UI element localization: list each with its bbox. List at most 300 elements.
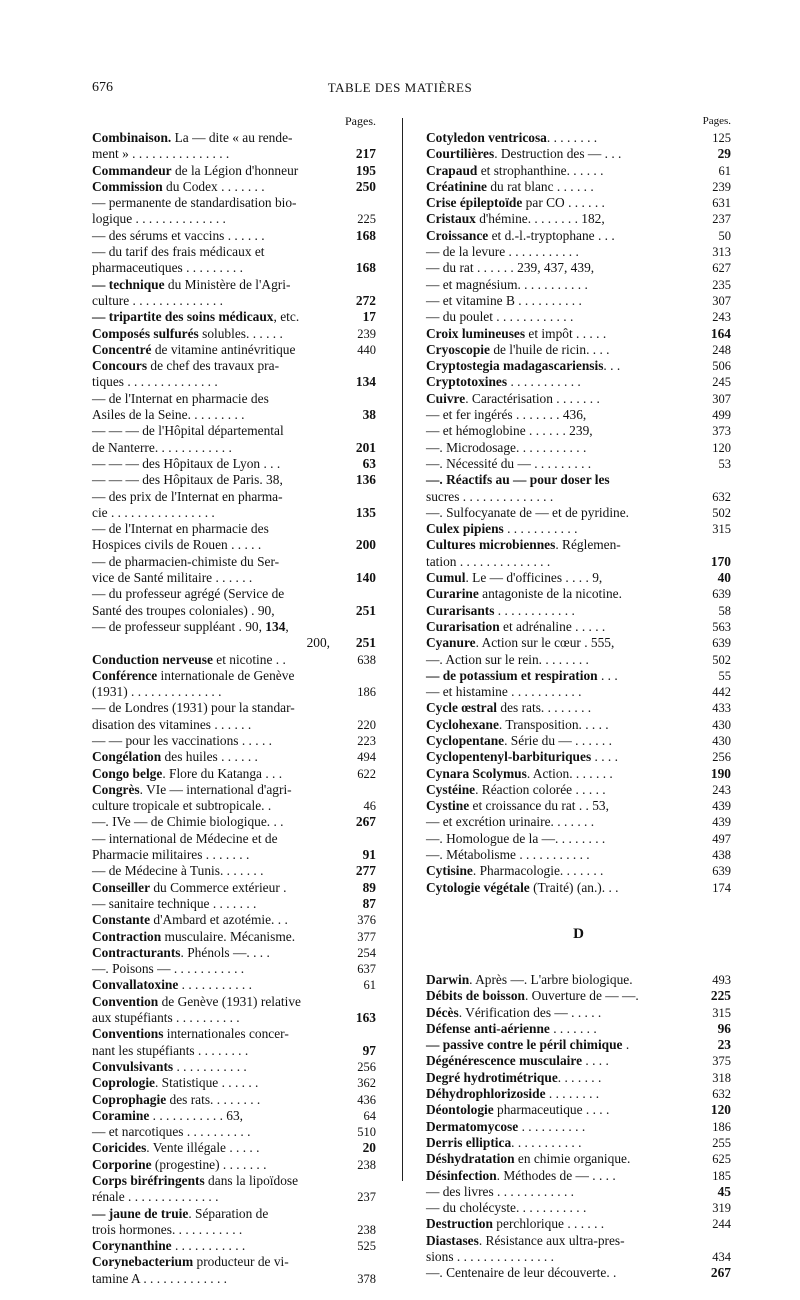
index-entry <box>92 391 376 424</box>
index-entry <box>426 472 731 505</box>
index-entry <box>426 749 731 765</box>
index-column-right <box>426 112 731 1282</box>
index-entry <box>426 1102 731 1118</box>
entry-page-number: 170 <box>710 553 731 569</box>
entry-text: — du poulet . . . . . . . . . . . . <box>426 309 574 325</box>
index-entry <box>426 766 731 782</box>
index-entry <box>92 244 376 277</box>
entry-page-number: 375 <box>712 1054 731 1069</box>
entry-text: —. Métabolisme . . . . . . . . . . . <box>426 847 590 863</box>
entry-text: — passive contre le péril chimique . <box>426 1037 630 1053</box>
entry-text: — — — de l'Hôpital départemental de Nanterre. . . . . . . . . . . . <box>92 423 284 455</box>
entry-page-number: 376 <box>357 913 376 928</box>
entry-page-number: 168 <box>355 260 376 276</box>
entry-page-number: 40 <box>717 570 731 586</box>
entry-text: Congrès. VIe — international d'agri- culture tropicale et subtropicale. . <box>92 781 292 814</box>
entry-text: —. Sulfocyanate de — et de pyridine. <box>426 504 630 520</box>
index-entry <box>92 929 376 945</box>
index-entry <box>426 1037 731 1053</box>
entry-text: Cystéine. Réaction colorée . . . . . <box>426 781 606 797</box>
index-entry <box>426 505 731 521</box>
entry-text: — technique du Ministère de l'Agri- culture . . . . . . . . . . . . . . <box>92 276 291 308</box>
index-entry <box>92 1092 376 1108</box>
entry-text: Cyclohexane. Transposition. . . . . <box>426 716 609 732</box>
index-entry <box>92 309 376 325</box>
index-entry <box>426 309 731 325</box>
entry-page-number: 235 <box>712 277 731 292</box>
entry-page-number: 125 <box>712 131 731 145</box>
running-title: TABLE DES MATIÈRES <box>327 80 473 95</box>
index-entry <box>426 1216 731 1232</box>
index-entry <box>92 163 376 179</box>
entry-page-number: 136 <box>355 472 376 488</box>
entry-page-number: 185 <box>712 1168 731 1183</box>
entry-page-number: 251 <box>355 602 376 618</box>
entry-page-number: 502 <box>712 652 731 667</box>
entry-page-number: 96 <box>717 1020 731 1036</box>
entry-text: —. Action sur le rein. . . . . . . . <box>426 651 589 667</box>
index-entry <box>426 440 731 456</box>
entry-text: — du tarif des frais médicaux et pharmaceutiques . . . . . . . . . <box>92 244 265 276</box>
index-entry <box>426 391 731 407</box>
entry-page-number: 140 <box>355 570 376 586</box>
entry-text: Cristaux d'hémine. . . . . . . . 182, <box>426 211 605 227</box>
entry-text: — de la levure . . . . . . . . . . . <box>426 244 579 260</box>
entry-page-number: 248 <box>712 342 731 357</box>
index-entry <box>92 814 376 830</box>
entry-page-number: 238 <box>357 1222 376 1237</box>
entry-page-number: 186 <box>357 685 376 700</box>
entry-page-number: 245 <box>712 375 731 390</box>
entry-text: — et narcotiques . . . . . . . . . . <box>92 1124 251 1140</box>
index-entry <box>92 749 376 765</box>
entry-page-number: 97 <box>362 1042 376 1058</box>
entry-text: Combinaison. La — dite « au rende- ment » . . . . . . . . . . . . . . . <box>92 130 293 162</box>
entry-text: Courtilières. Destruction des — . . . <box>426 146 622 162</box>
entry-text: Créatinine du rat blanc . . . . . . <box>426 178 594 194</box>
index-entry <box>426 179 731 195</box>
index-entry <box>92 1254 376 1287</box>
index-column-left <box>92 112 376 1287</box>
entry-page-number: 200 <box>355 537 376 553</box>
entry-page-number: 225 <box>357 212 376 227</box>
entry-text: Cultures microbiennes. Réglemen- tation . . . . . . . . . . . . . . <box>426 537 621 569</box>
entry-text: —. Homologue de la —. . . . . . . . <box>426 830 606 846</box>
entry-text: — de potassium et respiration . . . <box>426 667 618 683</box>
entry-text: Cytologie végétale (Traité) (an.). . . <box>426 879 619 895</box>
entry-text: —. IVe — de Chimie biologique. . . <box>92 814 284 830</box>
entry-page-number: 318 <box>712 1070 731 1085</box>
entry-text: Commandeur de la Légion d'honneur <box>92 162 299 178</box>
entry-text: Déontologie pharmaceutique . . . . <box>426 1102 610 1118</box>
entry-page-number: 638 <box>357 652 376 667</box>
entry-text: Coprologie. Statistique . . . . . . <box>92 1075 259 1091</box>
index-entry <box>92 977 376 993</box>
entry-page-number: 23 <box>717 1037 731 1053</box>
index-entry <box>426 814 731 830</box>
entry-text: Concentré de vitamine antinévritique <box>92 341 296 357</box>
index-entry <box>426 733 731 749</box>
entry-text: — permanente de standardisation bio- logique . . . . . . . . . . . . . . <box>92 195 297 227</box>
entry-page-number: 244 <box>712 1217 731 1232</box>
entry-text: Composés sulfurés solubles. . . . . . <box>92 325 283 341</box>
entry-text: — — — des Hôpitaux de Lyon . . . <box>92 455 281 471</box>
entry-text: Contraction musculaire. Mécanisme. <box>92 928 296 944</box>
entry-page-number: 319 <box>712 1201 731 1216</box>
entry-page-number: 53 <box>718 456 731 471</box>
index-entry <box>426 700 731 716</box>
entry-page-number: 61 <box>363 978 376 993</box>
index-entry <box>92 456 376 472</box>
index-entry <box>92 195 376 228</box>
entry-text: — du rat . . . . . . 239, 437, 439, <box>426 260 595 276</box>
index-entry <box>426 1168 731 1184</box>
pages-label: Pages. <box>345 114 376 128</box>
entry-page-number: 120 <box>710 1102 731 1118</box>
index-entry <box>426 293 731 309</box>
entry-text: — — — des Hôpitaux de Paris. 38, <box>92 472 283 488</box>
entry-page-number: 639 <box>712 587 731 602</box>
entry-page-number: 639 <box>712 636 731 651</box>
entry-text: Contracturants. Phénols —. . . . <box>92 944 270 960</box>
entry-text: — des sérums et vaccins . . . . . . <box>92 227 265 243</box>
index-entry <box>92 863 376 879</box>
entry-text: Curarisants . . . . . . . . . . . . <box>426 602 575 618</box>
index-entry <box>426 358 731 374</box>
entry-page-number: 632 <box>712 489 731 504</box>
entry-page-number: 55 <box>718 668 731 683</box>
index-entry <box>426 146 731 162</box>
index-entry <box>426 1184 731 1200</box>
entry-page-number: 225 <box>710 988 731 1004</box>
index-entry <box>92 423 376 456</box>
index-entry <box>426 782 731 798</box>
entry-page-number: 510 <box>357 1125 376 1140</box>
entry-text: Cytisine. Pharmacologie. . . . . . . <box>426 863 604 879</box>
entry-text: Déshydratation en chimie organique. <box>426 1151 631 1167</box>
entry-text: — et histamine . . . . . . . . . . . <box>426 684 582 700</box>
index-entry <box>426 423 731 439</box>
entry-page-number: 256 <box>357 1059 376 1074</box>
index-entry <box>426 244 731 260</box>
entry-text: Corps biréfringents dans la lipoïdose rénale . . . . . . . . . . . . . . <box>92 1173 299 1205</box>
entry-page-number: 307 <box>712 293 731 308</box>
index-entry <box>426 326 731 342</box>
entry-page-number: 315 <box>712 522 731 537</box>
entry-page-number: 237 <box>712 212 731 227</box>
entry-page-number: 87 <box>362 895 376 911</box>
entry-text: — des livres . . . . . . . . . . . . <box>426 1183 575 1199</box>
index-entry <box>92 733 376 749</box>
entry-text: — des prix de l'Internat en pharma- cie . . . . . . . . . . . . . . . . <box>92 488 283 520</box>
entry-page-number: 506 <box>712 359 731 374</box>
index-entry <box>426 260 731 276</box>
entry-page-number: 493 <box>712 972 731 987</box>
entry-page-number: 627 <box>712 261 731 276</box>
index-entry <box>92 1059 376 1075</box>
entry-text: Cyclopentenyl-barbituriques . . . . <box>426 749 618 765</box>
entry-page-number: 134 <box>355 374 376 390</box>
index-entry <box>426 1119 731 1135</box>
entry-page-number: 438 <box>712 848 731 863</box>
index-entry <box>92 782 376 815</box>
entry-page-number: 91 <box>362 847 376 863</box>
index-entry <box>92 326 376 342</box>
entry-text: — de Londres (1931) pour la standar- disation des vitamines . . . . . . <box>92 700 295 732</box>
entry-text: Corynebacterium producteur de vi- tamine A . . . . . . . . . . . . . <box>92 1254 289 1286</box>
entry-page-number: 239 <box>357 326 376 341</box>
entry-page-number: 267 <box>355 814 376 830</box>
pages-label: Pages. <box>702 115 731 127</box>
index-entry <box>92 1124 376 1140</box>
index-entry <box>92 489 376 522</box>
index-entry <box>426 972 731 988</box>
entry-text: Cryptostegia madagascariensis. . . <box>426 358 621 374</box>
index-entry <box>426 1151 731 1167</box>
entry-text: —. Nécessité du — . . . . . . . . . <box>426 455 592 471</box>
entry-page-number: 58 <box>718 603 731 618</box>
entry-page-number: 254 <box>357 945 376 960</box>
index-entry <box>426 407 731 423</box>
entry-text: Cycle œstral des rats. . . . . . . . <box>426 700 592 716</box>
index-entry <box>92 472 376 488</box>
entry-page-number: 163 <box>355 1010 376 1026</box>
index-entry <box>426 1021 731 1037</box>
index-entry <box>426 195 731 211</box>
index-entry <box>426 1135 731 1151</box>
entry-text: Cyclopentane. Série du — . . . . . . <box>426 732 612 748</box>
entry-text: Conférence internationale de Genève (1931) . . . . . . . . . . . . . . <box>92 667 295 700</box>
entry-text: —. Microdosage. . . . . . . . . . . <box>426 439 587 455</box>
index-entry <box>426 211 731 227</box>
entry-page-number: 17 <box>362 309 376 325</box>
entry-text: — et hémoglobine . . . . . . 239, <box>426 423 593 439</box>
column-divider <box>402 118 403 1181</box>
entry-page-number: 315 <box>712 1005 731 1020</box>
entry-page-number: 430 <box>712 717 731 732</box>
entry-page-number: 502 <box>712 505 731 520</box>
entry-text: Défense anti-aérienne . . . . . . . <box>426 1020 597 1036</box>
entry-page-number: 313 <box>712 245 731 260</box>
entry-text: —. Réactifs au — pour doser les sucres . . . . . . . . . . . . . . <box>426 472 610 504</box>
index-entry <box>426 603 731 619</box>
entry-page-number: 29 <box>717 146 731 162</box>
entry-text: Coprophagie des rats. . . . . . . . <box>92 1091 261 1107</box>
index-entry <box>426 988 731 1004</box>
entry-page-number: 46 <box>363 799 376 814</box>
entry-page-number: 267 <box>710 1265 731 1281</box>
index-entry <box>426 1005 731 1021</box>
entry-text: — de professeur suppléant . 90, 134, 200, <box>92 618 330 651</box>
entry-page-number: 632 <box>712 1087 731 1102</box>
index-entry <box>92 554 376 587</box>
entry-text: — du professeur agrégé (Service de Santé des troupes coloniales) . 90, <box>92 586 285 618</box>
entry-text: Convention de Genève (1931) relative aux stupéfiants . . . . . . . . . . <box>92 993 302 1026</box>
index-entry <box>92 619 376 652</box>
index-entry <box>92 945 376 961</box>
index-entry <box>92 668 376 701</box>
entry-page-number: 220 <box>357 717 376 732</box>
index-entry <box>92 880 376 896</box>
entry-text: — international de Médecine et de Pharmacie militaires . . . . . . . <box>92 830 278 863</box>
entry-text: — jaune de truie. Séparation de trois hormones. . . . . . . . . . . <box>92 1205 269 1237</box>
index-entry <box>92 1026 376 1059</box>
index-entry <box>426 1233 731 1266</box>
index-entry <box>92 586 376 619</box>
entry-text: — et vitamine B . . . . . . . . . . <box>426 292 582 308</box>
index-entry <box>92 831 376 864</box>
index-entry <box>92 228 376 244</box>
entry-page-number: 563 <box>712 619 731 634</box>
entry-page-number: 135 <box>355 504 376 520</box>
entry-text: Convallatoxine . . . . . . . . . . . <box>92 977 252 993</box>
entry-page-number: 217 <box>355 146 376 162</box>
index-entry <box>92 896 376 912</box>
entry-text: Diastases. Résistance aux ultra-pres- sions . . . . . . . . . . . . . . . <box>426 1232 625 1264</box>
entry-text: Dégénérescence musculaire . . . . <box>426 1053 609 1069</box>
entry-page-number: 625 <box>712 1152 731 1167</box>
entry-page-number: 120 <box>712 440 731 455</box>
index-entry <box>426 228 731 244</box>
entry-page-number: 20 <box>362 1140 376 1156</box>
entry-page-number: 243 <box>712 310 731 325</box>
entry-page-number: 497 <box>712 831 731 846</box>
index-entry <box>92 1075 376 1091</box>
index-entry <box>92 358 376 391</box>
entry-text: — de Médecine à Tunis. . . . . . . <box>92 863 264 879</box>
page-number: 676 <box>92 80 113 95</box>
index-entry <box>426 1086 731 1102</box>
index-entry <box>426 1265 731 1281</box>
entry-text: Cumul. Le — d'officines . . . . 9, <box>426 570 603 586</box>
entry-page-number: 50 <box>718 228 731 243</box>
index-entry <box>426 130 731 146</box>
entry-page-number: 89 <box>362 879 376 895</box>
entry-text: Destruction perchlorique . . . . . . <box>426 1216 605 1232</box>
entry-text: — sanitaire technique . . . . . . . <box>92 895 257 911</box>
index-entry <box>426 831 731 847</box>
index-entry <box>426 1200 731 1216</box>
entry-page-number: 442 <box>712 685 731 700</box>
index-entry <box>426 1070 731 1086</box>
entry-text: Constante d'Ambard et azotémie. . . <box>92 912 288 928</box>
index-entry <box>92 1108 376 1124</box>
index-entry <box>426 163 731 179</box>
index-entry <box>426 1053 731 1069</box>
entry-text: Conventions internationales concer- nant les stupéfiants . . . . . . . . <box>92 1026 289 1058</box>
entry-page-number: 272 <box>355 292 376 308</box>
entry-text: Croix lumineuses et impôt . . . . . <box>426 325 607 341</box>
entry-page-number: 201 <box>355 439 376 455</box>
entry-text: Congélation des huiles . . . . . . <box>92 749 258 765</box>
entry-page-number: 439 <box>712 815 731 830</box>
entry-text: Darwin. Après —. L'arbre biologique. <box>426 971 633 987</box>
index-entry <box>92 130 376 163</box>
index-entry <box>426 635 731 651</box>
entry-text: Degré hydrotimétrique. . . . . . . <box>426 1069 602 1085</box>
index-entry <box>92 1206 376 1239</box>
index-entry <box>426 619 731 635</box>
entry-text: Corporine (progestine) . . . . . . . <box>92 1156 267 1172</box>
index-entry <box>426 717 731 733</box>
index-entry <box>426 374 731 390</box>
entry-list-left <box>92 130 376 1287</box>
index-entry <box>426 847 731 863</box>
entry-text: — tripartite des soins médicaux, etc. <box>92 309 300 325</box>
entry-text: — et magnésium. . . . . . . . . . . <box>426 276 588 292</box>
entry-text: Curarine antagoniste de la nicotine. <box>426 586 622 602</box>
entry-page-number: 38 <box>362 407 376 423</box>
entry-text: Coramine . . . . . . . . . . . 63, <box>92 1107 244 1123</box>
entry-page-number: 362 <box>357 1076 376 1091</box>
entry-page-number: 430 <box>712 733 731 748</box>
entry-text: Derris elliptica. . . . . . . . . . . <box>426 1134 582 1150</box>
entry-page-number: 373 <box>712 424 731 439</box>
entry-text: Crise épileptoïde par CO . . . . . . <box>426 195 605 211</box>
entry-page-number: 243 <box>712 782 731 797</box>
entry-page-number: 45 <box>717 1183 731 1199</box>
entry-text: Cyanure. Action sur le cœur . 555, <box>426 635 615 651</box>
entry-text: —. Centenaire de leur découverte. . <box>426 1265 617 1281</box>
index-entry <box>92 1238 376 1254</box>
entry-text: Cynara Scolymus. Action. . . . . . . <box>426 765 613 781</box>
entry-text: Conduction nerveuse et nicotine . . <box>92 651 286 667</box>
index-entry <box>426 537 731 570</box>
entry-page-number: 256 <box>712 750 731 765</box>
entry-page-number: 440 <box>357 342 376 357</box>
entry-text: Croissance et d.-l.-tryptophane . . . <box>426 227 615 243</box>
entry-page-number: 622 <box>357 766 376 781</box>
entry-page-number: 239 <box>712 179 731 194</box>
entry-page-number: 255 <box>712 1135 731 1150</box>
entry-text: Cryptotoxines . . . . . . . . . . . <box>426 374 581 390</box>
index-entry <box>92 1173 376 1206</box>
entry-text: Décès. Vérification des — . . . . . <box>426 1004 602 1020</box>
entry-text: Coricides. Vente illégale . . . . . <box>92 1140 260 1156</box>
entry-list-right <box>426 130 731 1282</box>
entry-page-number: 190 <box>710 765 731 781</box>
entry-page-number: 174 <box>712 880 731 895</box>
entry-text: Cotyledon ventricosa. . . . . . . . <box>426 130 598 145</box>
index-entry <box>426 863 731 879</box>
entry-page-number: 238 <box>357 1157 376 1172</box>
entry-page-number: 639 <box>712 864 731 879</box>
index-entry <box>92 766 376 782</box>
index-entry <box>92 700 376 733</box>
entry-text: Concours de chef des travaux pra- tiques . . . . . . . . . . . . . . <box>92 358 280 390</box>
entry-text: Désinfection. Méthodes de — . . . . <box>426 1167 616 1183</box>
entry-page-number: 307 <box>712 391 731 406</box>
entry-text: Curarisation et adrénaline . . . . . <box>426 618 606 634</box>
index-entry <box>92 994 376 1027</box>
entry-page-number: 378 <box>357 1271 376 1286</box>
entry-text: Conseiller du Commerce extérieur . <box>92 879 287 895</box>
index-entry <box>92 652 376 668</box>
entry-text: Cryoscopie de l'huile de ricin. . . . <box>426 341 610 357</box>
entry-text: — de l'Internat en pharmacie des Hospices civils de Rouen . . . . . <box>92 521 269 553</box>
entry-page-number: 223 <box>357 733 376 748</box>
index-entry <box>92 961 376 977</box>
entry-page-number: 436 <box>357 1092 376 1107</box>
entry-page-number: 63 <box>362 455 376 471</box>
entry-page-number: 637 <box>357 962 376 977</box>
entry-page-number: 499 <box>712 408 731 423</box>
index-entry <box>426 652 731 668</box>
entry-text: — du cholécyste. . . . . . . . . . . <box>426 1200 587 1216</box>
entry-page-number: 251 <box>355 635 376 651</box>
entry-text: Convulsivants . . . . . . . . . . . <box>92 1058 247 1074</box>
entry-page-number: 433 <box>712 701 731 716</box>
